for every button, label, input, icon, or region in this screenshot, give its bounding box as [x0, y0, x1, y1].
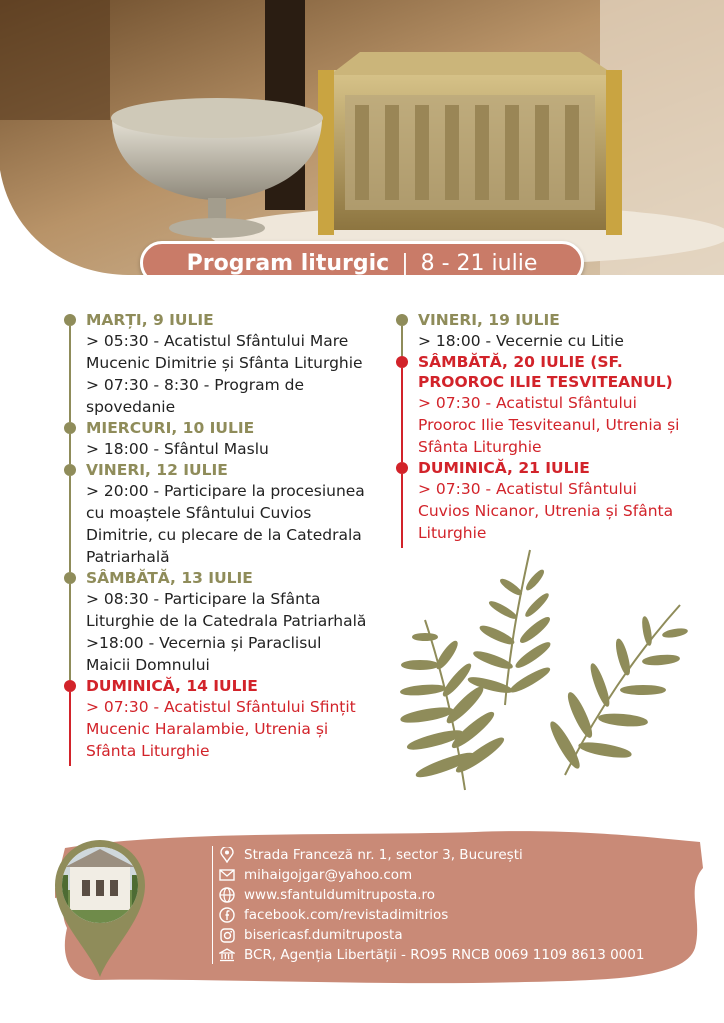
event-item: > 07:30 - Acatistul Sfântului Prooroc Ilie Tesviteanul, Utrenia și Sfânta Liturghie — [418, 394, 680, 456]
email-link[interactable]: mihaigojgar@yahoo.com — [244, 867, 413, 883]
timeline-dot — [64, 572, 76, 584]
contact-email — [218, 865, 698, 885]
contact-address — [218, 845, 698, 865]
day-heading: DUMINICĂ, 14 IULIE — [86, 677, 258, 695]
fern-leaves-decoration — [395, 545, 695, 795]
contact-list — [218, 845, 698, 965]
contact-facebook — [218, 905, 698, 925]
timeline-line — [401, 368, 403, 462]
bank-icon — [218, 946, 236, 964]
instagram-icon — [218, 926, 236, 944]
timeline-dot — [64, 422, 76, 434]
event-item: > 20:00 - Participare la procesiunea cu moaștele Sfântului Cuvios Dimitrie, cu plecare de la Catedrala Patriarhală — [86, 482, 365, 566]
day-entry — [60, 568, 370, 676]
reliquary-photo — [0, 0, 724, 275]
day-entry — [392, 310, 692, 352]
event-item: > 18:00 - Vecernie cu Litie — [418, 332, 624, 350]
event-item: >18:00 - Vecernia și Paraclisul Maicii Domnului — [86, 634, 322, 674]
day-entry — [392, 352, 692, 458]
facebook-link[interactable]: facebook.com/revistadimitrios — [244, 907, 449, 923]
church-location-pin — [50, 835, 150, 980]
day-heading: SÂMBĂTĂ, 20 IULIE (SF. PROOROC ILIE TESVITEANUL) — [418, 353, 673, 391]
event-item: > 05:30 - Acatistul Sfântului Mare Mucenic Dimitrie și Sfânta Liturghie — [86, 332, 363, 372]
event-item: > 07:30 - Acatistul Sfântului Cuvios Nicanor, Utrenia și Sfânta Liturghie — [418, 480, 674, 542]
title-separator: | — [401, 250, 409, 275]
day-entry — [60, 418, 370, 460]
day-entry — [60, 460, 370, 568]
contact-bank — [218, 945, 698, 965]
event-item: > 18:00 - Sfântul Maslu — [86, 440, 269, 458]
instagram-link[interactable]: bisericasf.dumitruposta — [244, 927, 403, 943]
timeline-dot — [396, 356, 408, 368]
bank-account-text: BCR, Agenția Libertății - RO95 RNCB 0069 1109 8613 0001 — [244, 947, 645, 963]
day-heading: VINERI, 19 IULIE — [418, 311, 560, 329]
schedule-left-column — [60, 310, 370, 762]
day-heading: VINERI, 12 IULIE — [86, 461, 228, 479]
day-entry — [60, 676, 370, 762]
day-heading: DUMINICĂ, 21 IULIE — [418, 459, 590, 477]
timeline-line — [69, 584, 71, 680]
address-text: Strada Franceză nr. 1, sector 3, București — [244, 847, 523, 863]
event-item: > 08:30 - Participare la Sfânta Liturghie de la Catedrala Patriarhală — [86, 590, 367, 630]
event-item: > 07:30 - 8:30 - Program de spovedanie — [86, 376, 304, 416]
contact-instagram — [218, 925, 698, 945]
program-dates: 8 - 21 iulie — [420, 250, 538, 275]
facebook-icon — [218, 906, 236, 924]
timeline-dot — [396, 314, 408, 326]
timeline-dot — [64, 314, 76, 326]
program-title-pill — [140, 241, 584, 275]
contact-separator — [212, 846, 213, 964]
timeline-line — [401, 474, 403, 548]
day-heading: MIERCURI, 10 IULIE — [86, 419, 255, 437]
envelope-icon — [218, 866, 236, 884]
globe-icon — [218, 886, 236, 904]
program-title: Program liturgic — [186, 250, 390, 275]
day-heading: SÂMBĂTĂ, 13 IULIE — [86, 569, 253, 587]
timeline-line — [69, 326, 71, 422]
schedule-right-column — [392, 310, 692, 544]
timeline-dot — [396, 462, 408, 474]
day-entry — [60, 310, 370, 418]
timeline-dot — [64, 680, 76, 692]
timeline-dot — [64, 464, 76, 476]
contact-website — [218, 885, 698, 905]
event-item: > 07:30 - Acatistul Sfântului Sfințit Mucenic Haralambie, Utrenia și Sfânta Liturghie — [86, 698, 356, 760]
timeline-line — [69, 476, 71, 572]
day-entry — [392, 458, 692, 544]
timeline-line — [69, 692, 71, 766]
website-link[interactable]: www.sfantuldumitruposta.ro — [244, 887, 436, 903]
day-heading: MARȚI, 9 IULIE — [86, 311, 214, 329]
hero-photo — [0, 0, 724, 275]
location-pin-icon — [218, 846, 236, 864]
